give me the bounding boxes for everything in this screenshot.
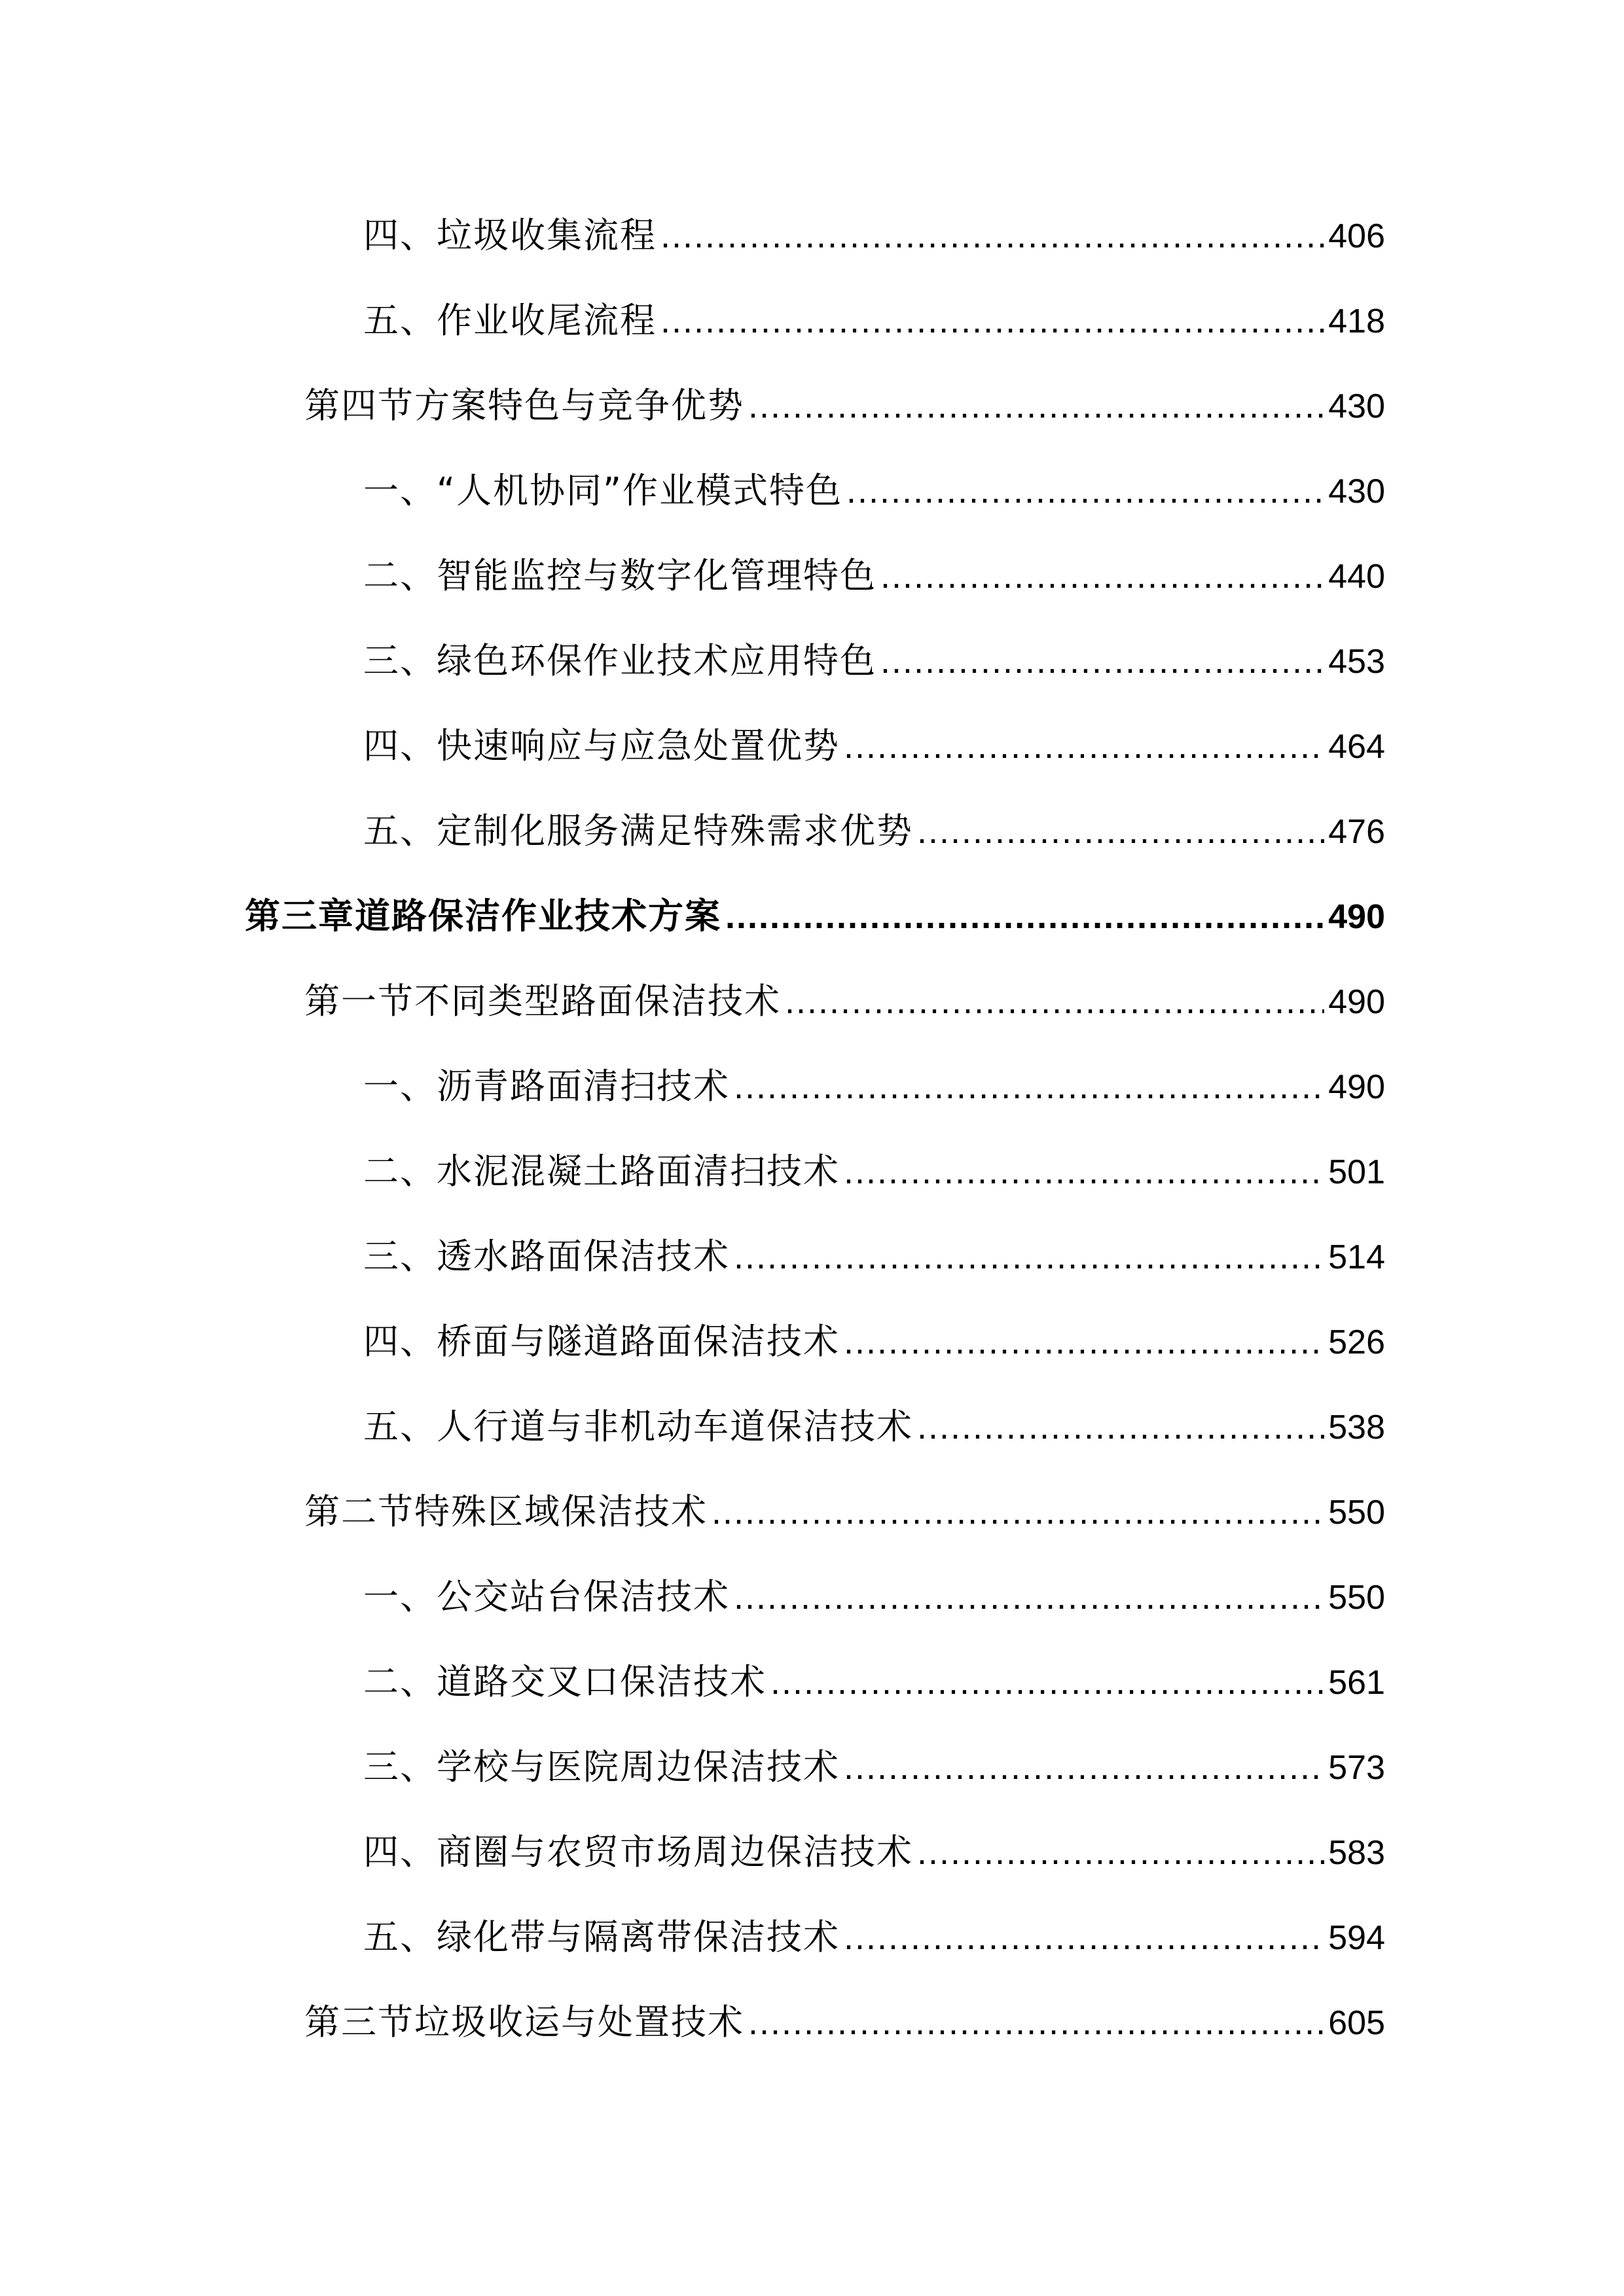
toc-entry-page-number: 605 <box>1328 2004 1385 2042</box>
toc-entry-section-4-features[interactable] <box>304 376 1385 435</box>
toc-dot-leader <box>770 1653 1324 1712</box>
toc-entry-title: 二、道路交叉口保洁技术 <box>363 1661 767 1702</box>
toc-dot-leader <box>880 632 1324 691</box>
toc-entry-title: 三、学校与医院周边保洁技术 <box>363 1746 840 1787</box>
toc-entry-title: 第三章道路保洁作业技术方案 <box>245 895 721 937</box>
toc-entry-sidewalk-cleaning[interactable] <box>363 1397 1385 1456</box>
toc-dot-leader <box>844 1908 1324 1967</box>
toc-entry-greenbelt-cleaning[interactable] <box>363 1908 1385 1967</box>
toc-dot-leader <box>712 1482 1324 1541</box>
toc-dot-leader <box>660 291 1324 350</box>
toc-dot-leader <box>660 206 1324 265</box>
toc-entry-title: 三、透水路面保洁技术 <box>363 1236 730 1277</box>
toc-entry-title: 二、水泥混凝土路面清扫技术 <box>363 1151 840 1192</box>
toc-entry-page-number: 490 <box>1328 1068 1385 1106</box>
toc-dot-leader <box>844 1312 1324 1371</box>
toc-entry-page-number: 430 <box>1328 473 1385 511</box>
toc-entry-title: 五、绿化带与隔离带保洁技术 <box>363 1916 840 1958</box>
toc-entry-title: 第一节不同类型路面保洁技术 <box>304 980 781 1022</box>
toc-dot-leader <box>734 1057 1324 1116</box>
toc-entry-title: 三、绿色环保作业技术应用特色 <box>363 640 876 681</box>
toc-entry-bridge-tunnel-cleaning[interactable] <box>363 1312 1385 1371</box>
toc-entry-asphalt-cleaning[interactable] <box>363 1057 1385 1116</box>
toc-entry-title: 一、公交站台保洁技术 <box>363 1576 730 1617</box>
toc-entry-page-number: 453 <box>1328 643 1385 681</box>
toc-dot-leader <box>725 887 1324 946</box>
toc-entry-intersection-cleaning[interactable] <box>363 1653 1385 1712</box>
toc-entry-page-number: 594 <box>1328 1919 1385 1957</box>
toc-entry-chapter-3[interactable] <box>245 887 1385 946</box>
toc-entry-custom-service[interactable] <box>363 802 1385 861</box>
toc-entry-school-hospital-cleaning[interactable] <box>363 1738 1385 1797</box>
toc-entry-concrete-cleaning[interactable] <box>363 1142 1385 1201</box>
toc-entry-page-number: 406 <box>1328 217 1385 255</box>
toc-entry-green-tech[interactable] <box>363 632 1385 691</box>
toc-entry-title: 四、商圈与农贸市场周边保洁技术 <box>363 1831 913 1873</box>
toc-entry-title: 二、智能监控与数字化管理特色 <box>363 555 876 596</box>
toc-entry-title: 第三节垃圾收运与处置技术 <box>304 2001 744 2043</box>
toc-entry-page-number: 583 <box>1328 1834 1385 1872</box>
toc-dot-leader <box>917 1823 1324 1882</box>
toc-dot-leader <box>846 461 1324 520</box>
toc-dot-leader <box>844 1142 1324 1201</box>
toc-entry-section-5-work-closing[interactable] <box>363 291 1385 350</box>
toc-entry-page-number: 476 <box>1328 813 1385 851</box>
toc-entry-page-number: 501 <box>1328 1153 1385 1191</box>
toc-entry-page-number: 514 <box>1328 1238 1385 1276</box>
toc-dot-leader <box>917 802 1324 861</box>
toc-entry-page-number: 538 <box>1328 1408 1385 1446</box>
toc-entry-page-number: 573 <box>1328 1749 1385 1787</box>
toc-entry-page-number: 550 <box>1328 1579 1385 1617</box>
toc-entry-page-number: 440 <box>1328 558 1385 596</box>
toc-entry-permeable-cleaning[interactable] <box>363 1227 1385 1286</box>
toc-entry-title: 五、定制化服务满足特殊需求优势 <box>363 810 913 852</box>
toc-entry-section-4-garbage-collection[interactable] <box>363 206 1385 265</box>
toc-entry-title: 一、沥青路面清扫技术 <box>363 1066 730 1107</box>
toc-entry-title: 五、作业收尾流程 <box>363 300 657 341</box>
toc-dot-leader <box>748 376 1324 435</box>
toc-dot-leader <box>734 1227 1324 1286</box>
toc-dot-leader <box>880 547 1324 605</box>
toc-entry-title: 第四节方案特色与竞争优势 <box>304 385 744 426</box>
toc-dot-leader <box>734 1568 1324 1626</box>
toc-entry-smart-monitoring[interactable] <box>363 547 1385 605</box>
toc-dot-leader <box>748 1993 1324 2052</box>
toc-entry-section-1-road-surfaces[interactable] <box>304 972 1385 1031</box>
toc-entry-title: 第二节特殊区域保洁技术 <box>304 1491 708 1532</box>
toc-dot-leader <box>785 972 1324 1031</box>
toc-entry-section-2-special-areas[interactable] <box>304 1482 1385 1541</box>
toc-entry-bus-stop-cleaning[interactable] <box>363 1568 1385 1626</box>
toc-entry-title: 四、垃圾收集流程 <box>363 215 657 256</box>
toc-entry-section-3-garbage-transport[interactable] <box>304 1993 1385 2052</box>
toc-entry-title: 一、“人机协同”作业模式特色 <box>363 470 842 511</box>
toc-entry-page-number: 418 <box>1328 302 1385 340</box>
toc-entry-page-number: 526 <box>1328 1323 1385 1361</box>
toc-entry-page-number: 490 <box>1328 983 1385 1021</box>
toc-entry-title: 四、快速响应与应急处置优势 <box>363 725 840 766</box>
toc-entry-page-number: 561 <box>1328 1664 1385 1702</box>
toc-entry-page-number: 464 <box>1328 728 1385 766</box>
toc-dot-leader <box>844 1738 1324 1797</box>
toc-entry-title: 五、人行道与非机动车道保洁技术 <box>363 1406 913 1447</box>
toc-entry-page-number: 490 <box>1328 898 1385 936</box>
toc-entry-human-machine-mode[interactable] <box>363 461 1385 520</box>
toc-entry-title: 四、桥面与隧道路面保洁技术 <box>363 1321 840 1362</box>
toc-entry-page-number: 430 <box>1328 387 1385 425</box>
toc-entry-rapid-response[interactable] <box>363 717 1385 776</box>
toc-dot-leader <box>844 717 1324 776</box>
toc-entry-page-number: 550 <box>1328 1494 1385 1532</box>
toc-entry-market-cleaning[interactable] <box>363 1823 1385 1882</box>
toc-dot-leader <box>917 1397 1324 1456</box>
